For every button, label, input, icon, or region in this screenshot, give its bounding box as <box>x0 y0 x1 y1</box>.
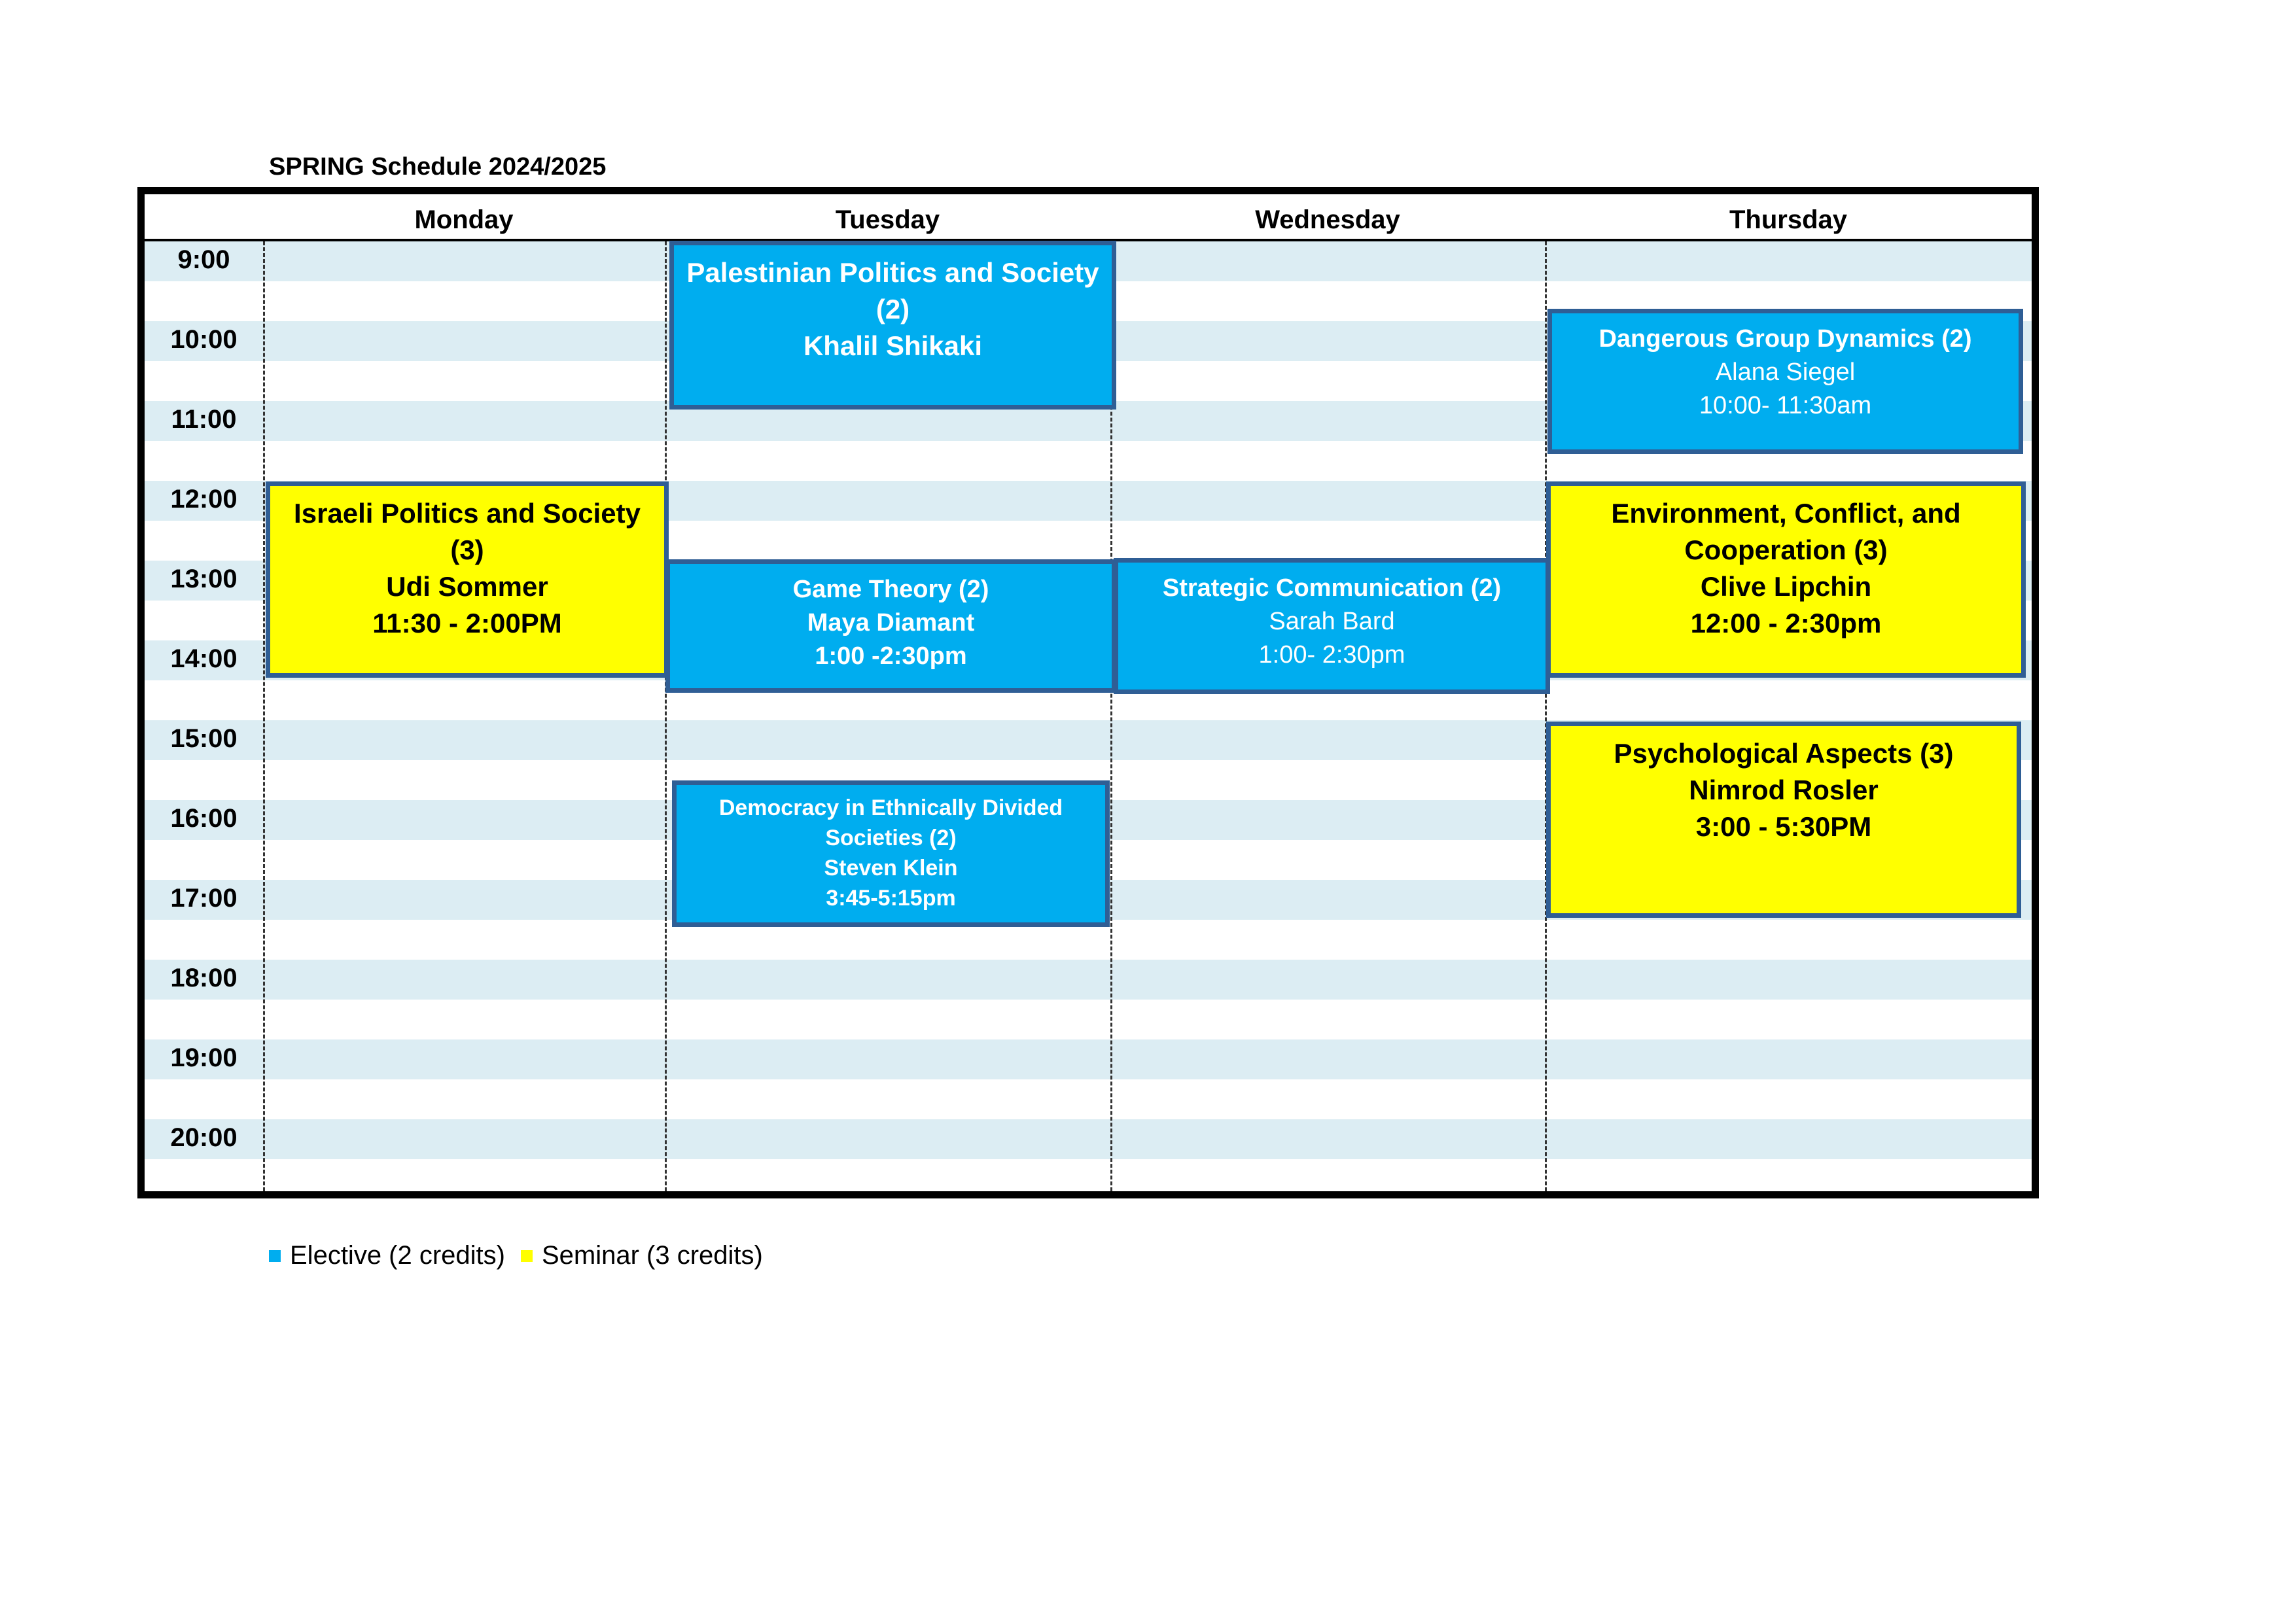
course-instructor: Steven Klein <box>824 856 958 881</box>
legend <box>269 1241 763 1270</box>
course-title: Psychological Aspects (3) <box>1614 738 1954 769</box>
seminar-swatch-icon <box>521 1250 533 1262</box>
time-label: 10:00 <box>170 325 238 354</box>
course-credits: (3) <box>450 534 484 565</box>
row-stripe <box>145 960 2032 1000</box>
course-block-environment-conflict[interactable] <box>1546 481 2026 678</box>
column-divider <box>1545 241 1547 1191</box>
time-label: 13:00 <box>170 565 238 593</box>
row-stripe <box>145 1039 2032 1079</box>
course-block-dangerous-group-dynamics[interactable] <box>1547 309 2023 454</box>
course-instructor: Udi Sommer <box>386 571 548 602</box>
course-title-line2: Societies (2) <box>825 826 957 850</box>
course-title: Palestinian Politics and Society <box>686 257 1099 288</box>
course-block-strategic-communication[interactable] <box>1114 558 1550 694</box>
course-title-line2: Cooperation (3) <box>1684 534 1888 565</box>
time-label: 18:00 <box>170 964 238 992</box>
course-instructor: Alana Siegel <box>1715 358 1856 386</box>
day-header-monday: Monday <box>414 205 514 234</box>
course-block-psychological-aspects[interactable] <box>1546 722 2021 918</box>
time-label: 11:00 <box>171 405 237 434</box>
course-time: 12:00 - 2:30pm <box>1690 608 1882 638</box>
time-label: 17:00 <box>170 884 238 913</box>
schedule-grid <box>137 187 2039 1198</box>
time-label: 16:00 <box>170 804 238 833</box>
course-title: Environment, Conflict, and <box>1611 498 1961 529</box>
day-header-tuesday: Tuesday <box>835 205 940 234</box>
time-label: 14:00 <box>170 644 238 673</box>
row-stripe <box>145 1119 2032 1159</box>
column-divider <box>263 241 265 1191</box>
time-label: 20:00 <box>170 1123 238 1152</box>
course-time: 11:30 - 2:00PM <box>372 608 562 638</box>
day-header-thursday: Thursday <box>1729 205 1848 234</box>
course-block-democracy-divided-societies[interactable] <box>672 780 1110 927</box>
time-label: 9:00 <box>177 245 230 274</box>
course-instructor: Sarah Bard <box>1269 608 1395 635</box>
column-divider <box>665 241 667 1191</box>
course-instructor: Khalil Shikaki <box>803 330 983 361</box>
course-title: Strategic Communication (2) <box>1162 574 1502 602</box>
course-time: 1:00- 2:30pm <box>1258 641 1405 669</box>
elective-swatch-icon <box>269 1250 281 1262</box>
course-time: 3:45-5:15pm <box>826 886 956 911</box>
course-title: Israeli Politics and Society <box>294 498 641 529</box>
day-header-wednesday: Wednesday <box>1255 205 1400 234</box>
legend-seminar: Seminar (3 credits) <box>541 1241 763 1270</box>
course-time: 1:00 -2:30pm <box>815 642 967 670</box>
course-block-israeli-politics[interactable] <box>266 481 669 678</box>
time-label: 12:00 <box>170 485 238 514</box>
course-instructor: Nimrod Rosler <box>1689 775 1879 805</box>
course-title: Game Theory (2) <box>792 576 989 603</box>
course-credits: (2) <box>875 294 910 324</box>
course-instructor: Maya Diamant <box>807 609 975 637</box>
time-label: 19:00 <box>170 1043 238 1072</box>
legend-elective: Elective (2 credits) <box>290 1241 505 1270</box>
course-time: 10:00- 11:30am <box>1699 392 1872 419</box>
course-title: Democracy in Ethnically Divided <box>718 795 1063 820</box>
course-instructor: Clive Lipchin <box>1700 571 1872 602</box>
course-time: 3:00 - 5:30PM <box>1695 811 1872 842</box>
course-title: Dangerous Group Dynamics (2) <box>1598 325 1972 353</box>
course-block-palestinian-politics[interactable] <box>669 241 1116 410</box>
page-title: SPRING Schedule 2024/2025 <box>269 153 607 181</box>
course-block-game-theory[interactable] <box>665 559 1116 693</box>
time-label: 15:00 <box>170 724 238 753</box>
